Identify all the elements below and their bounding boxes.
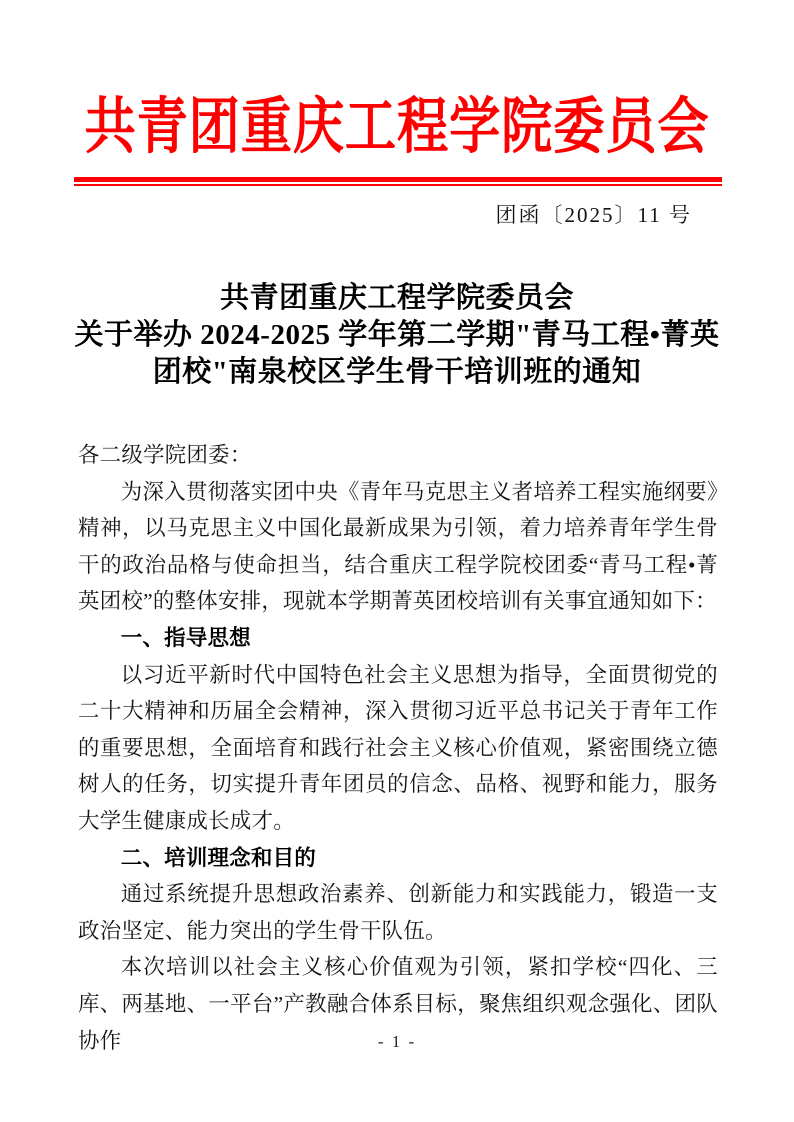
document-number: 团函〔2025〕11 号 [495,203,692,227]
notice-title [0,280,794,391]
section-heading-2: 二、培训理念和目的 [120,845,317,870]
section-heading-1: 一、指导思想 [120,625,251,650]
red-separator-thick-line [74,177,722,182]
paragraph-intro: 为深入贯彻落实团中央《青年马克思主义者培养工程实施纲要》精神，以马克思主义中国化最新成果为引领，着力培养青年学生骨干的政治品格与使命担当，结合重庆工程学院校团委“青马工程•菁英团校”的整体安排，现就本学期菁英团校培训有关事宜通知如下： [78,479,718,614]
masthead [0,0,794,170]
red-separator-thin-line [74,184,722,186]
notice-title-line-1: 共青团重庆工程学院委员会 [219,282,574,314]
paragraph-section-1: 以习近平新时代中国特色社会主义思想为指导，全面贯彻党的二十大精神和历届全会精神，深入贯彻习近平总书记关于青年工作的重要思想，全面培育和践行社会主义核心价值观，紧密围绕立德树人的任务，切实提升青年团员的信念、品格、视野和能力，服务大学生健康成长成才。 [78,662,718,833]
paragraph-section-2a: 通过系统提升思想政治素养、创新能力和实践能力，锻造一支政治坚定、能力突出的学生骨干队伍。 [78,882,718,943]
paragraph-section-2b: 本次培训以社会主义核心价值观为引领，紧扣学校“四化、三库、两基地、一平台”产教融合体系目标，聚焦组织观念强化、团队协作 [78,955,718,1053]
document-body [78,437,718,1059]
red-separator-line [74,177,722,186]
notice-title-line-3: 团校"南泉校区学生骨干培训班的通知 [152,356,642,388]
page-number: - 1 - [377,1032,417,1051]
notice-title-line-2: 关于举办 2024-2025 学年第二学期"青马工程•菁英 [74,319,720,351]
salutation: 各二级学院团委： [78,443,252,467]
masthead-title: 共青团重庆工程学院委员会 [84,94,710,161]
